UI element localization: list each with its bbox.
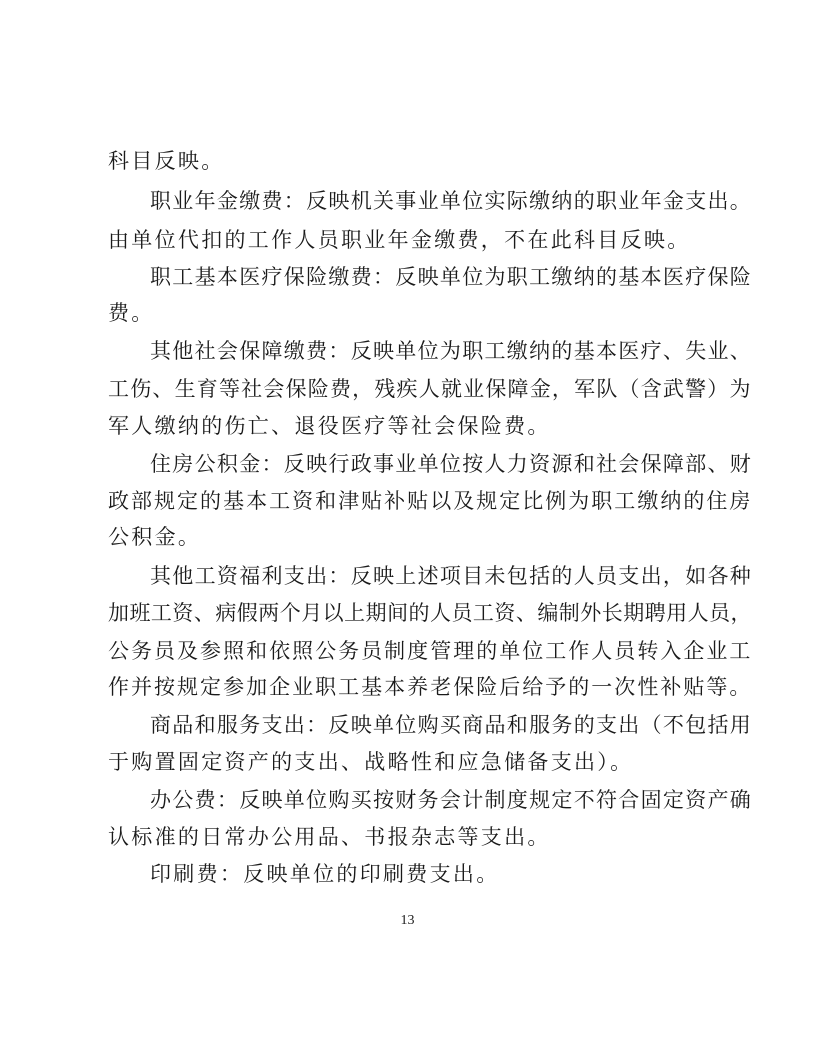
- text-line: 费。: [108, 301, 155, 325]
- paragraph-first-line: 印刷费：反映单位的印刷费支出。: [150, 862, 500, 886]
- paragraph-first-line: 其他社会保障缴费：反映单位为职工缴纳的基本医疗、失业、: [150, 339, 753, 363]
- text-line: 政部规定的基本工资和津贴补贴以及规定比例为职工缴纳的住房: [108, 489, 753, 513]
- text-line: 公务员及参照和依照公务员制度管理的单位工作人员转入企业工: [108, 639, 753, 663]
- text-line: 公积金。: [108, 525, 202, 549]
- text-line: 作并按规定参加企业职工基本养老保险后给予的一次性补贴等。: [108, 675, 753, 699]
- text-line: 加班工资、病假两个月以上期间的人员工资、编制外长期聘用人员，: [108, 601, 752, 625]
- paragraph-first-line: 住房公积金：反映行政事业单位按人力资源和社会保障部、财: [150, 452, 753, 476]
- paragraph-first-line: 职工基本医疗保险缴费：反映单位为职工缴纳的基本医疗保险: [150, 265, 753, 289]
- text-line: 工伤、生育等社会保险费，残疾人就业保障金，军队（含武警）为: [108, 377, 752, 401]
- text-line: 认标准的日常办公用品、书报杂志等支出。: [108, 825, 551, 849]
- text-line: 军人缴纳的伤亡、退役医疗等社会保险费。: [108, 414, 551, 438]
- text-line: 由单位代扣的工作人员职业年金缴费，不在此科目反映。: [108, 228, 691, 252]
- text-line: 于购置固定资产的支出、战略性和应急储备支出）。: [108, 750, 634, 774]
- paragraph-first-line: 其他工资福利支出：反映上述项目未包括的人员支出，如各种: [150, 564, 753, 588]
- paragraph-first-line: 商品和服务支出：反映单位购买商品和服务的支出（不包括用: [150, 713, 753, 737]
- paragraph-first-line: 办公费：反映单位购买按财务会计制度规定不符合固定资产确: [150, 788, 753, 812]
- paragraph-first-line: 职业年金缴费：反映机关事业单位实际缴纳的职业年金支出。: [150, 189, 753, 213]
- page-number: 13: [400, 913, 415, 928]
- text-line: 科目反映。: [108, 149, 225, 173]
